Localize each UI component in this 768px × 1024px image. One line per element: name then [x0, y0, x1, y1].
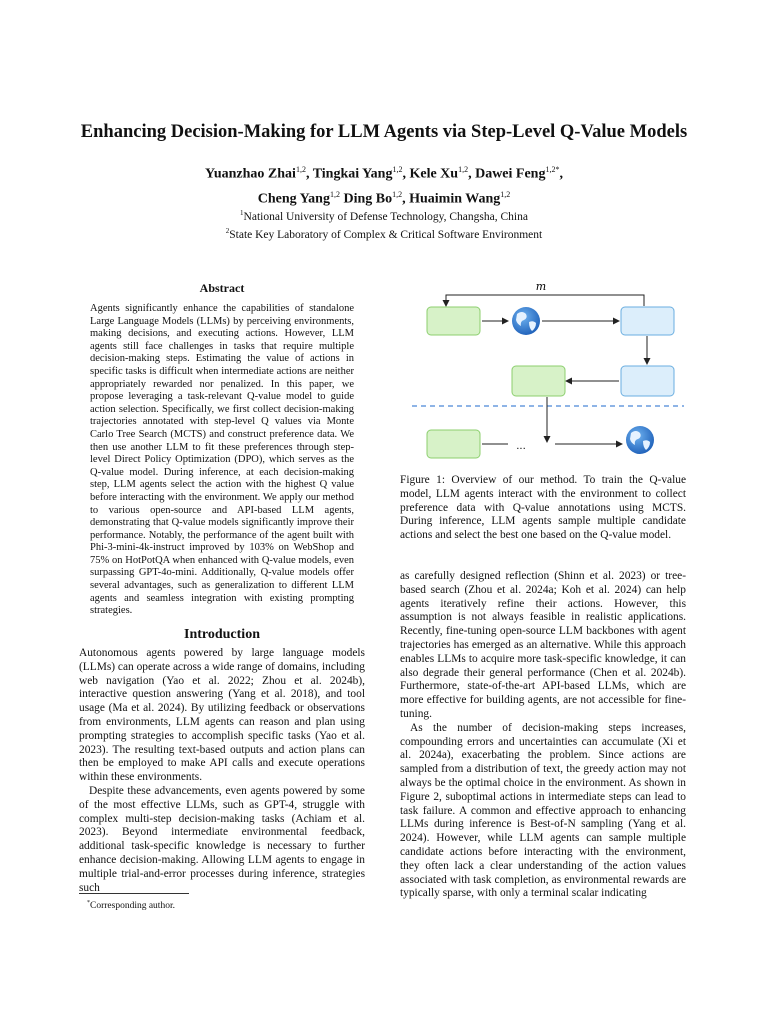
environment-globe-icon [512, 307, 540, 335]
author-name: Huaimin Wang [409, 191, 501, 207]
affiliation-mark: 1 [240, 209, 244, 217]
author-affil-mark: 1,2 [392, 189, 403, 199]
figure-1-diagram [400, 278, 690, 470]
affiliation-mark: 2 [225, 226, 230, 235]
environment-globe-icon [626, 426, 654, 454]
paper-title: Enhancing Decision-Making for LLM Agents via Step-Level Q-Value Models [80, 122, 688, 142]
paragraph: as carefully designed reflection (Shinn et al. 2023) or tree-based search (Zhou et al. 2024a; Koh et al. 2024) can help agents iteratively refine their actions. However, this assumption is not always feasible in realistic applications. Recently, fine-tuning open-source LLM backbones with agent trajectories has emerged as an alternative. While this approach enables LLMs to acquire more task-specific knowledge, it can also degrade their general performance (Chen et al. 2024b). Furthermore, state-of-the-art API-based LLMs, which are more effective for building agents, are not accessible for fine-tuning. [400, 570, 686, 720]
inference-agent-box [427, 430, 480, 458]
right-column-body [400, 570, 686, 901]
footnote-rule [79, 893, 189, 894]
paragraph: Autonomous agents powered by large language models (LLMs) can operate across a wide range of domains, including web navigation (Yao et al. 2022; Zhou et al. 2024b), interactive question answering (Yang et al. 2018), and tool usage (Ma et al. 2024). By utilizing feedback or observations from environments, LLM agents can reason and plan using prompting strategies to accomplish specific tasks (Yao et al. 2023). The resulting text-based outputs and action plans can then be employed to make API calls and execute operations within these environments. [79, 647, 365, 784]
author-name: Tingkai Yang [312, 166, 393, 182]
footnote-text: Corresponding author. [90, 901, 175, 912]
affiliation-list [0, 206, 768, 242]
author-separator: , [402, 191, 410, 207]
author-name: Cheng Yang [257, 191, 330, 207]
preference-data-box [621, 366, 674, 396]
trajectory-box [621, 307, 674, 335]
affiliation [0, 206, 768, 224]
affiliation [0, 224, 768, 242]
abstract-heading: Abstract [199, 281, 245, 295]
author-separator: , [305, 166, 313, 182]
author-list [0, 160, 768, 209]
author-name: Kele Xu [409, 166, 459, 182]
ellipsis: ... [516, 441, 526, 452]
author-affil-mark: 1,2 [295, 165, 306, 174]
diagram-svg [400, 278, 690, 470]
author-affil-mark: 1,2 [500, 189, 511, 199]
author-name: Dawei Feng [475, 166, 546, 182]
affiliation-text: National University of Defense Technology, Changsha, China [243, 210, 528, 223]
author-affil-mark: 1,2* [545, 165, 560, 174]
loop-label-m: m [535, 280, 547, 293]
author-affil-mark: 1,2 [458, 165, 469, 174]
author-affil-mark: 1,2 [329, 189, 340, 199]
author-separator: , [559, 166, 563, 182]
abstract-text: Agents significantly enhance the capabilities of standalone Large Language Models (LLMs) by perceiving environments, making decisions, and executing actions. However, LLM agents still face challenges in tasks that require multiple decision-making steps. Estimating the value of actions in specific tasks is difficult when intermediate actions are neither appropriately rewarded nor penalized. In this paper, we propose leveraging a task-relevant Q-value model to guide action selection. Specifically, we first collect decision-making trajectories annotated with step-level Q values via Monte Carlo Tree Search (MCTS) and construct preference data. We then use another LLM to fit these preferences through step-level Direct Policy Optimization (DPO), which serves as the Q-value model. During inference, at each decision-making step, LLM agents select the action with the highest Q value before interacting with the environment. We apply our method to various open-source and API-based LLM agents, demonstrating that Q-value models significantly improve their performance. Notably, the performance of the agent built with Phi-3-mini-4k-instruct improved by 103% on WebShop and 75% on HotPotQA when enhanced with Q-value models, even surpassing GPT-4o-mini. Additionally, Q-value models offer several advantages, such as generalization to different LLM agents and seamless integration with existing prompting strategies. [90, 303, 354, 617]
introduction-body [79, 647, 365, 895]
author-line-1 [0, 160, 768, 185]
introduction-heading: Introduction [184, 627, 260, 642]
author-name: Ding Bo [343, 191, 393, 207]
author-name: Yuanzhao Zhai [205, 166, 296, 182]
author-separator: , [468, 166, 476, 182]
affiliation-text: State Key Laboratory of Complex & Critical Software Environment [229, 228, 543, 241]
loop-arrow [446, 295, 644, 306]
author-separator: , [402, 166, 410, 182]
q-value-model-box [512, 366, 565, 396]
figure-caption: Figure 1: Overview of our method. To train the Q-value model, LLM agents interact with the environment to collect preference data with Q-value annotations using MCTS. During inference, LLM agents sample multiple candidate actions and select the best one based on the Q-value model. [400, 474, 686, 542]
agent-box [427, 307, 480, 335]
author-affil-mark: 1,2 [392, 165, 403, 174]
footnote-mark: * [87, 900, 90, 906]
paragraph: As the number of decision-making steps increases, compounding errors and uncertainties can accumulate (Xi et al. 2024a), exacerbating the problem. Since actions are sampled from a distribution of text, the greedy action may not always be the optimal choice in the environment. As shown in Figure 2, suboptimal actions in intermediate steps can lead to task failure. A common and effective approach to enhancing LLMs during inference is Best-of-N sampling (Yang et al. 2024). However, while LLM agents can sample multiple candidate actions before interacting with the environment, they often lack a clear understanding of the action values associated with task completion, as environmental rewards are typically sparse, with only a terminal scalar indicating [400, 721, 686, 900]
paragraph: Despite these advancements, even agents powered by some of the most effective LLMs, such as GPT-4, struggle with complex multi-step decision-making tasks (Achiam et al. 2023). Beyond intermediate environmental feedback, additional task-specific knowledge is necessary to further enhance decision-making. Allowing LLM agents to engage in multiple trial-and-error processes during inference, strategies such [79, 784, 365, 894]
footnote [79, 897, 365, 912]
